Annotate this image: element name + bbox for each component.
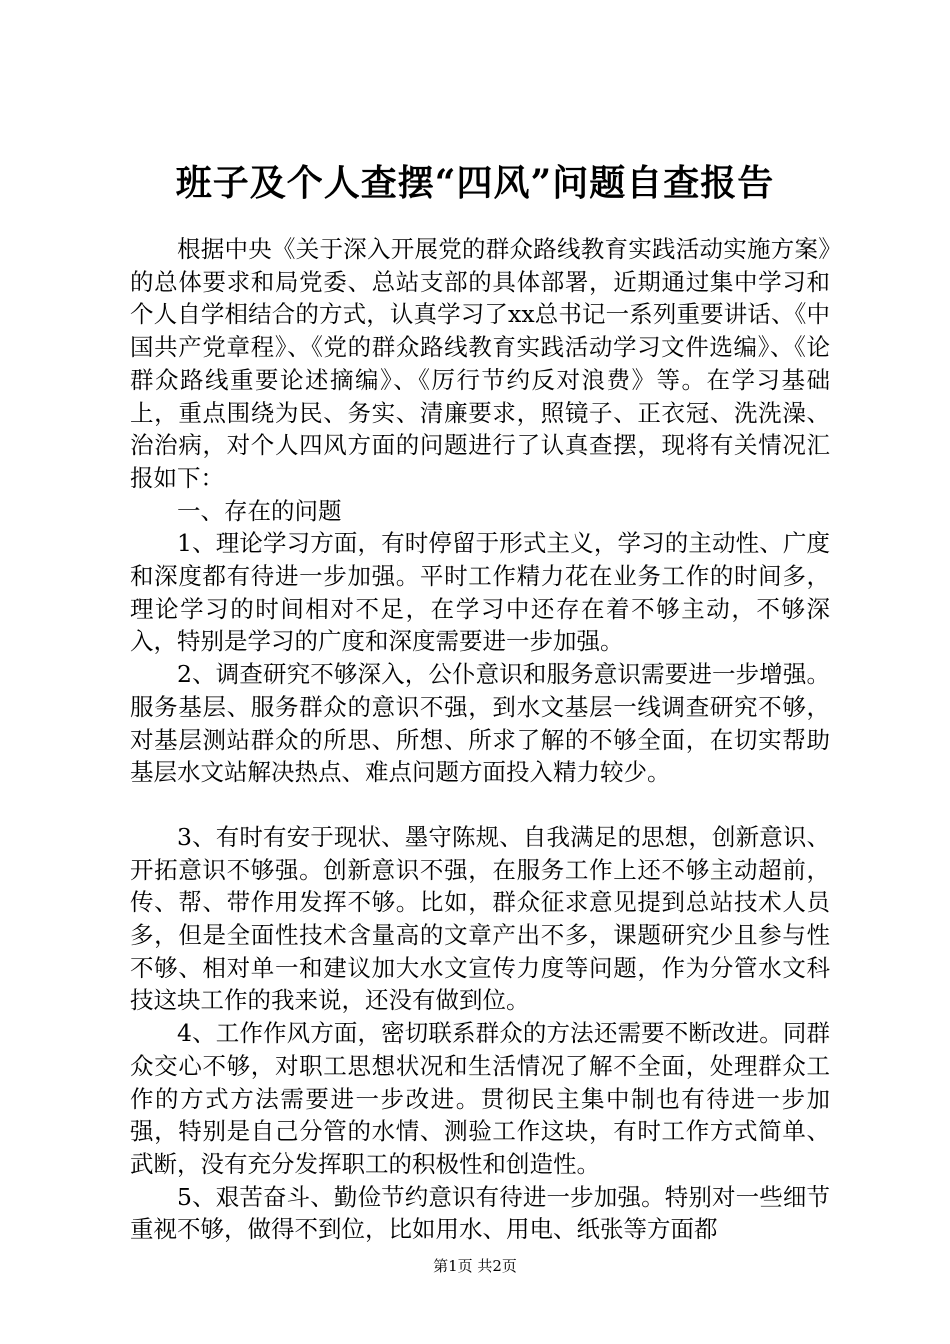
page-footer: 第1页 共2页 (433, 1257, 517, 1275)
issue-item-2: 2、调查研究不够深入，公仆意识和服务意识需要进一步增强。服务基层、服务群众的意识不强，到水文基层一线调查研究不够，对基层测站群众的所思、所想、所求了解的不够全面，在切实帮助基层水文站解决热点、难点问题方面投入精力较少。 (130, 660, 830, 787)
issue-item-4: 4、工作作风方面，密切联系群众的方法还需要不断改进。同群众交心不够，对职工思想状况和生活情况了解不全面，处理群众工作的方式方法需要进一步改进。贯彻民主集中制也有待进一步加强，特别是自己分管的水情、测验工作这块，有时工作方式简单、武断，没有充分发挥职工的积极性和创造性。 (130, 1019, 830, 1178)
paragraph-gap (130, 789, 830, 821)
issue-item-5: 5、艰苦奋斗、勤俭节约意识有待进一步加强。特别对一些细节重视不够，做得不到位，比如用水、用电、纸张等方面都 (130, 1182, 830, 1244)
issue-item-3: 3、有时有安于现状、墨守陈规、自我满足的思想，创新意识、开拓意识不够强。创新意识不强，在服务工作上还不够主动超前，传、帮、带作用发挥不够。比如，群众征求意见提到总站技术人员多，但是全面性技术含量高的文章产出不多，课题研究少且参与性不够、相对单一和建议加大水文宣传力度等问题，作为分管水文科技这块工作的我来说，还没有做到位。 (130, 822, 830, 1015)
section-heading: 一、存在的问题 (177, 496, 342, 525)
intro-paragraph: 根据中央《关于深入开展党的群众路线教育实践活动实施方案》的总体要求和局党委、总站支部的具体部署，近期通过集中学习和个人自学相结合的方式，认真学习了xx总书记一系列重要讲话、《中国共产党章程》、《党的群众路线教育实践活动学习文件选编》、《论群众路线重要论述摘编》、《厉行节约反对浪费》等。在学习基础上，重点围绕为民、务实、清廉要求，照镜子、正衣冠、洗洗澡、治治病，对个人四风方面的问题进行了认真查摆，现将有关情况汇报如下： (130, 235, 830, 492)
document-title: 班子及个人查摆“四风”问题自查报告 (175, 162, 775, 204)
issue-item-1: 1、理论学习方面，有时停留于形式主义，学习的主动性、广度和深度都有待进一步加强。平时工作精力花在业务工作的时间多，理论学习的时间相对不足，在学习中还存在着不够主动，不够深入，特别是学习的广度和深度需要进一步加强。 (130, 529, 830, 656)
document-body (130, 233, 830, 1246)
